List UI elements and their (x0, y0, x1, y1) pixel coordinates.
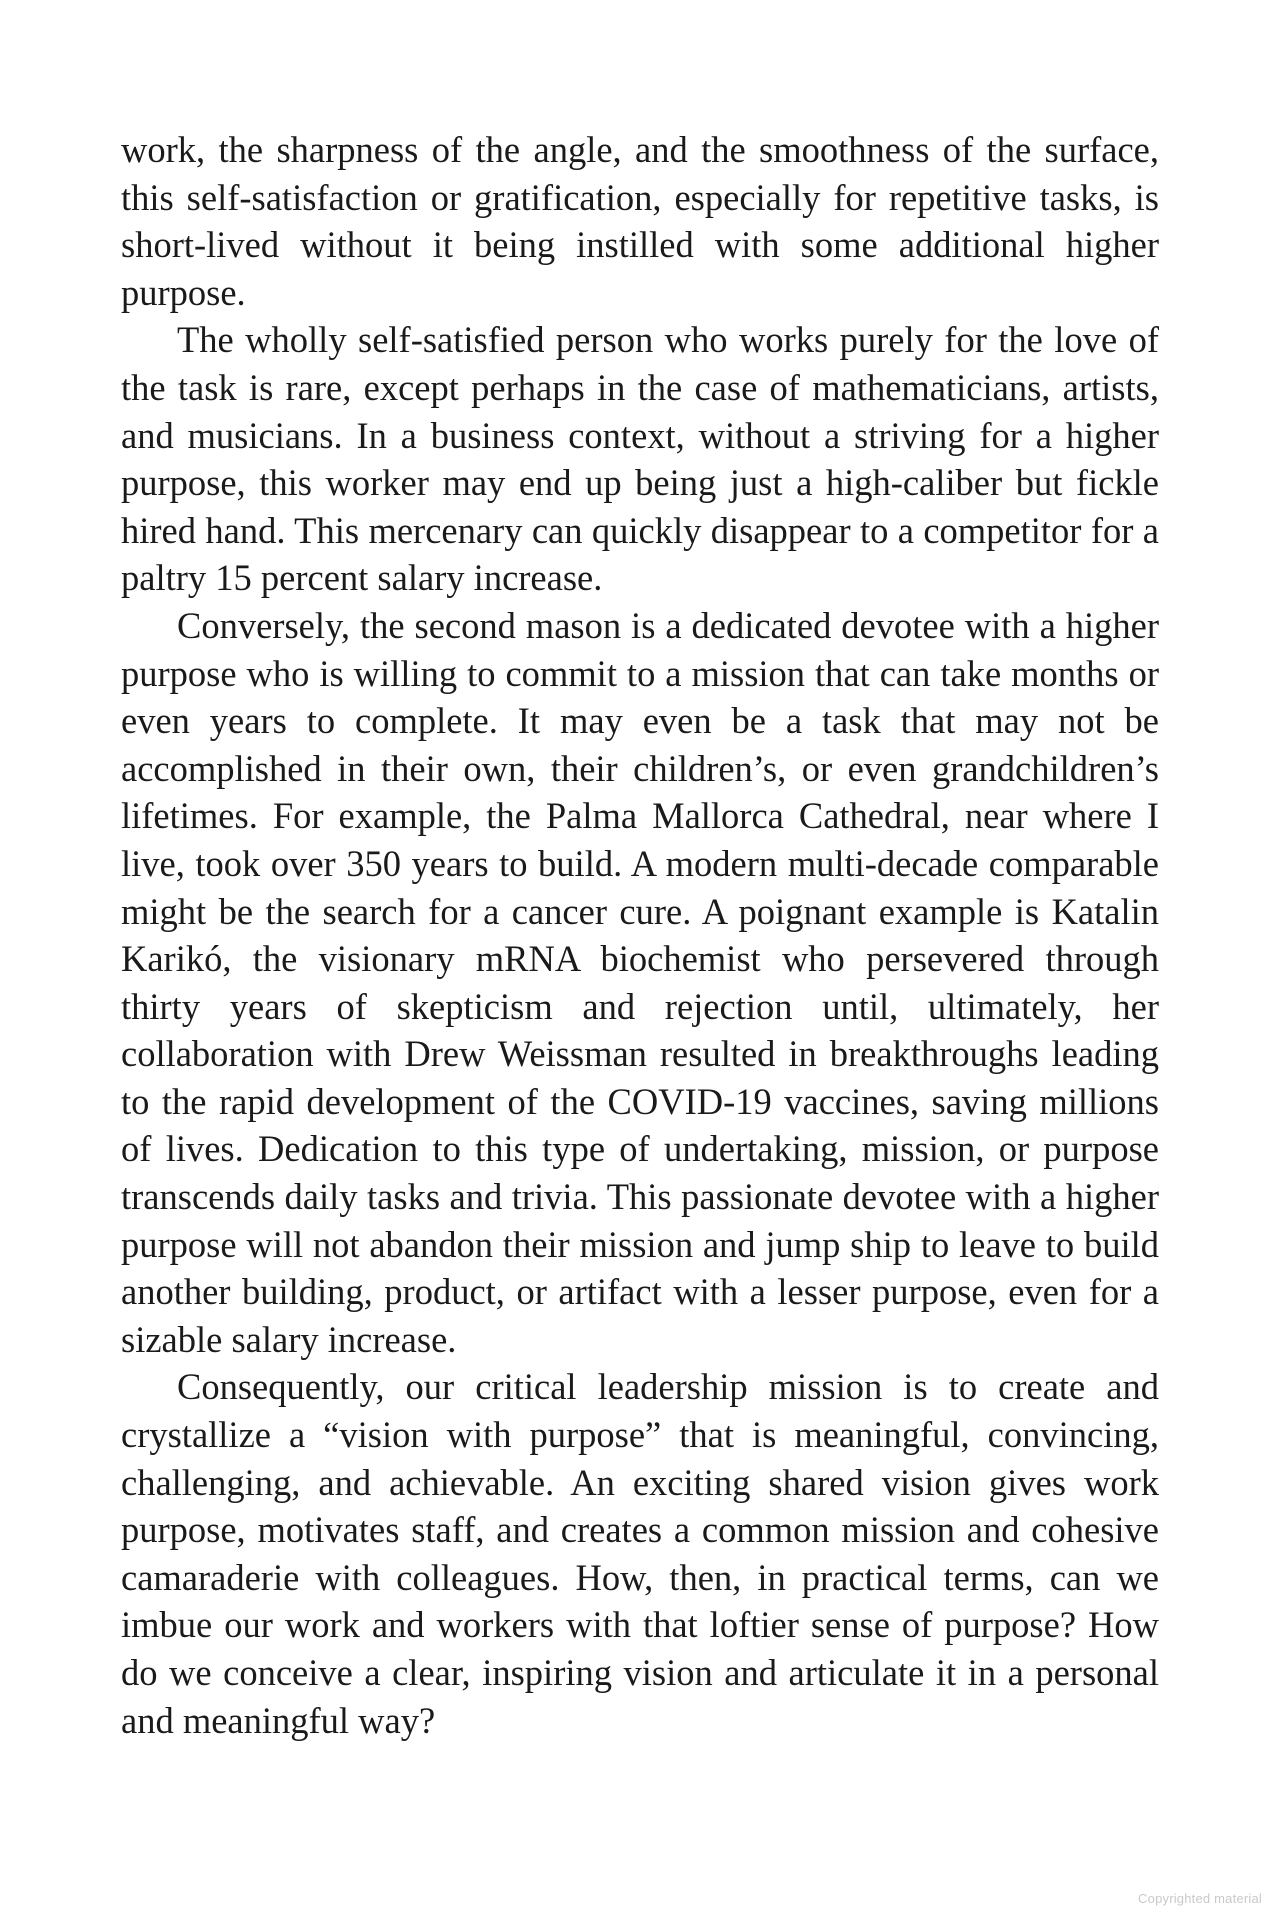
paragraph-leadership-mission: Consequently, our critical leadership mission is to create and crystallize a “vision with purpose” that is meaningful, convincing, challenging, and achievable. An exciting shared vision gives work purpose, motivates staff, and creates a common mission and cohesive camaraderie with colleagues. How, then, in practical terms, can we imbue our work and workers with that loftier sense of purpose? How do we conceive a clear, inspiring vision and articulate it in a personal and meaningful way? (121, 1366, 1159, 1741)
copyright-watermark: Copyrighted material (1138, 1891, 1262, 1906)
paragraph-continuation: work, the sharpness of the angle, and the smoothness of the surface, this self-satisfaction or gratification, especially for repetitive tasks, is short-lived without it being instilled with some additional higher purpose. (121, 129, 1159, 313)
body-text (121, 126, 1159, 1744)
paragraph-self-satisfied-worker: The wholly self-satisfied person who works purely for the love of the task is rare, except perhaps in the case of mathematicians, artists, and musicians. In a business context, without a striving for a higher purpose, this worker may end up being just a high-caliber but fickle hired hand. This mercenary can quickly disappear to a competitor for a paltry 15 percent salary increase. (121, 319, 1159, 599)
paragraph-second-mason: Conversely, the second mason is a dedicated devotee with a higher purpose who is willing to commit to a mission that can take months or even years to complete. It may even be a task that may not be accomplished in their own, their children’s, or even grandchildren’s lifetimes. For example, the Palma Mallorca Cathedral, near where I live, took over 350 years to build. A modern multi-decade comparable might be the search for a cancer cure. A poignant example is Katalin Karikó, the visionary mRNA biochemist who persevered through thirty years of skepticism and rejection until, ultimately, her collaboration with Drew Weissman resulted in breakthroughs leading to the rapid development of the COVID-19 vaccines, saving millions of lives. Dedication to this type of undertaking, mission, or purpose transcends daily tasks and trivia. This passionate devotee with a higher purpose will not abandon their mission and jump ship to leave to build another building, product, or artifact with a lesser purpose, even for a sizable salary increase. (121, 604, 1159, 1360)
